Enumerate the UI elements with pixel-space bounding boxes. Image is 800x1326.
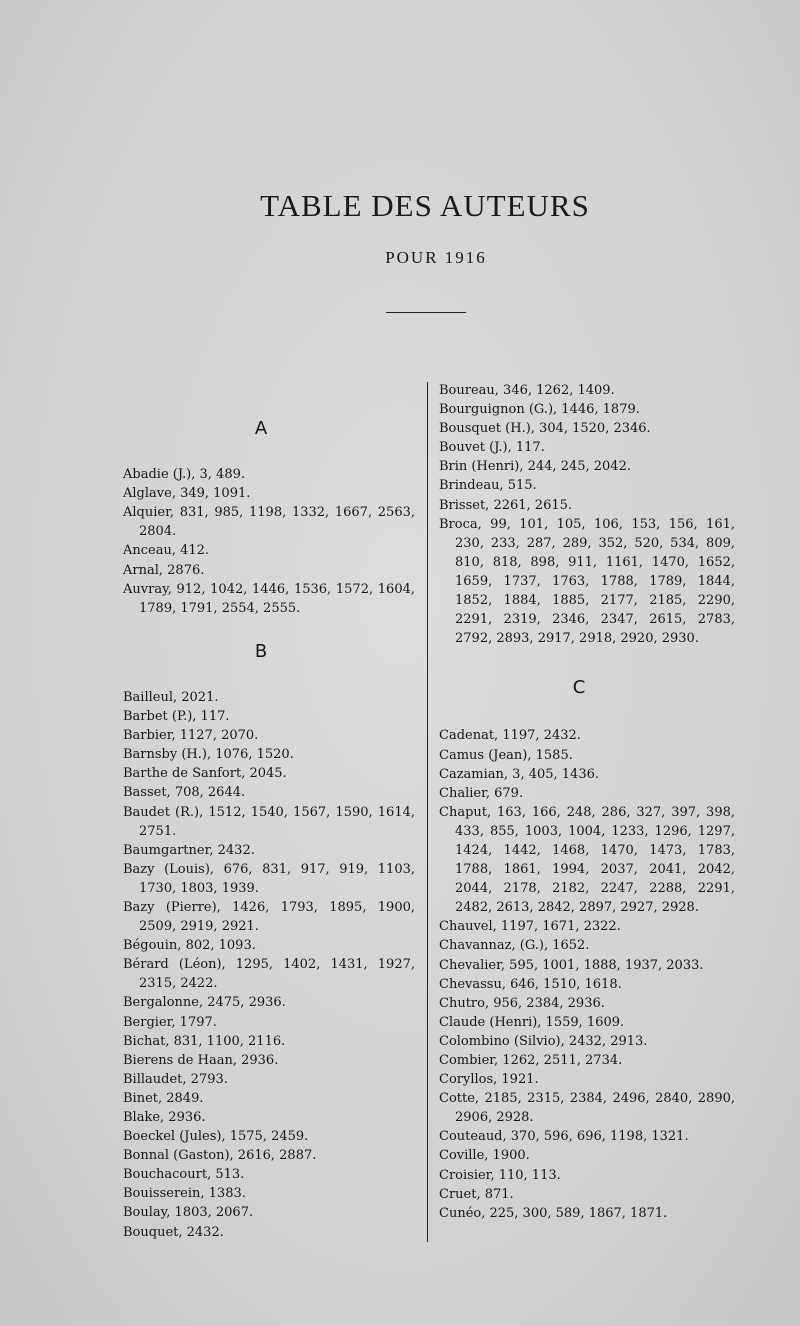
index-entry: Chalier, 679. — [439, 785, 524, 801]
section-letter-c: C — [572, 677, 586, 699]
index-entry: Bierens de Haan, 2936. — [123, 1052, 279, 1068]
index-entry: Abadie (J.), 3, 489. — [123, 467, 245, 483]
index-entry: Combier, 1262, 2511, 2734. — [439, 1053, 623, 1068]
index-entry: Barbet (P.), 117. — [123, 709, 230, 725]
index-entry: Brindeau, 515. — [439, 478, 537, 494]
index-entry: Bérard (Léon), 1295, 1402, 1431, 1927, 2315, 2422. — [123, 957, 415, 992]
index-entry: Cazamian, 3, 405, 1436. — [439, 766, 599, 782]
index-entry: Arnal, 2876. — [123, 562, 205, 578]
index-entry: Bonnal (Gaston), 2616, 2887. — [123, 1148, 317, 1164]
index-entry: Cunéo, 225, 300, 589, 1867, 1871. — [439, 1205, 668, 1221]
index-entry: Baumgartner, 2432. — [123, 842, 255, 858]
index-entry: Colombino (Silvio), 2432, 2913. — [439, 1033, 648, 1049]
index-entry: Claude (Henri), 1559, 1609. — [439, 1014, 625, 1030]
index-entry: Bouvet (J.), 117. — [439, 440, 545, 456]
index-entry: Alquier, 831, 985, 1198, 1332, 1667, 2563, 2804. — [123, 505, 415, 540]
index-entry: Bergalonne, 2475, 2936. — [123, 995, 286, 1011]
index-entry: Billaudet, 2793. — [123, 1071, 228, 1087]
index-entry: Broca, 99, 101, 105, 106, 153, 156, 161, 230, 233, 287, 289, 352, 520, 534, 809, 810, 818, 898, 911, 1161, 1470, 1652, 1659, 1737, 1763, 1788, 1789, 1844, 1852, 1884, 1885, 2177, 2185, 2290, 2291, 2319, 2346, 2347, 2615, 2783, 2792, 2893, 2917, 2918, 2920, 2930. — [439, 516, 735, 647]
index-entry: Brin (Henri), 244, 245, 2042. — [439, 459, 631, 475]
index-entry: Bazy (Louis), 676, 831, 917, 919, 1103, 1730, 1803, 1939. — [123, 861, 415, 896]
page-subtitle: POUR 1916 — [385, 248, 487, 267]
index-entry: Coville, 1900. — [439, 1148, 530, 1164]
index-entry: Chutro, 956, 2384, 2936. — [439, 995, 605, 1011]
index-entry: Blake, 2936. — [123, 1110, 206, 1125]
index-entry: Cruet, 871. — [439, 1186, 514, 1202]
title-rule — [386, 312, 466, 313]
index-entry: Bousquet (H.), 304, 1520, 2346. — [439, 421, 651, 437]
index-entry: Auvray, 912, 1042, 1446, 1536, 1572, 1604, 1789, 1791, 2554, 2555. — [123, 581, 415, 616]
section-b-continued — [439, 381, 735, 648]
index-entry: Chevassu, 646, 1510, 1618. — [439, 976, 622, 992]
index-entry: Bergier, 1797. — [123, 1014, 217, 1030]
index-entry: Binet, 2849. — [123, 1090, 204, 1106]
index-entry: Alglave, 349, 1091. — [123, 486, 251, 502]
index-entry: Bazy (Pierre), 1426, 1793, 1895, 1900, 2509, 2919, 2921. — [123, 899, 415, 935]
index-entry: Couteaud, 370, 596, 696, 1198, 1321. — [439, 1129, 689, 1145]
index-entry: Croisier, 110, 113. — [439, 1167, 561, 1183]
index-entry: Camus (Jean), 1585. — [439, 747, 573, 763]
index-entry: Chaput, 163, 166, 248, 286, 327, 397, 398, 433, 855, 1003, 1004, 1233, 1296, 1297, 1424, 1442, 1468, 1470, 1473, 1783, 1788, 1861, 1994, 2037, 2041, 2042, 2044, 2178, 2182, 2247, 2288, 2291, 2482, 2613, 2842, 2897, 2927, 2928. — [439, 804, 735, 916]
section-a — [123, 419, 415, 618]
index-entry: Coryllos, 1921. — [439, 1072, 539, 1088]
index-entry: Barbier, 1127, 2070. — [123, 728, 259, 744]
section-c-entries — [439, 726, 735, 1222]
index-entry: Boeckel (Jules), 1575, 2459. — [123, 1129, 309, 1145]
index-entry: Boulay, 1803, 2067. — [123, 1205, 254, 1221]
index-entry: Bégouin, 802, 1093. — [123, 938, 256, 954]
right-column — [439, 381, 735, 1223]
index-entry: Bichat, 831, 1100, 2116. — [123, 1033, 286, 1049]
index-entry: Bourguignon (G.), 1446, 1879. — [439, 402, 640, 418]
section-letter-b: B — [254, 640, 268, 662]
section-a-entries — [123, 465, 415, 618]
index-entry: Barnsby (H.), 1076, 1520. — [123, 747, 294, 763]
index-entry: Boureau, 346, 1262, 1409. — [439, 383, 615, 398]
index-entry: Bouchacourt, 513. — [123, 1167, 245, 1183]
index-entry: Anceau, 412. — [123, 543, 210, 559]
index-entry: Brisset, 2261, 2615. — [439, 497, 573, 513]
index-entry: Barthe de Sanfort, 2045. — [123, 766, 287, 782]
index-entry: Basset, 708, 2644. — [123, 785, 246, 801]
index-entry: Bouquet, 2432. — [123, 1224, 224, 1240]
index-entry: Cotte, 2185, 2315, 2384, 2496, 2840, 2890, 2906, 2928. — [439, 1091, 735, 1126]
section-b-entries — [123, 688, 415, 1242]
index-entry: Chevalier, 595, 1001, 1888, 1937, 2033. — [439, 957, 704, 973]
column-divider — [427, 382, 428, 1242]
page-title: TABLE DES AUTEURS — [260, 188, 590, 223]
index-entry: Bailleul, 2021. — [123, 689, 219, 705]
index-entry: Baudet (R.), 1512, 1540, 1567, 1590, 1614, 2751. — [123, 804, 415, 839]
index-entry: Bouisserein, 1383. — [123, 1186, 246, 1202]
index-entry: Chavannaz, (G.), 1652. — [439, 938, 590, 954]
section-letter-a: A — [254, 418, 268, 439]
index-entry: Cadenat, 1197, 2432. — [439, 728, 581, 744]
index-entry: Chauvel, 1197, 1671, 2322. — [439, 919, 621, 935]
left-column — [123, 381, 415, 1242]
section-b — [123, 642, 415, 1242]
section-c — [439, 678, 735, 1223]
